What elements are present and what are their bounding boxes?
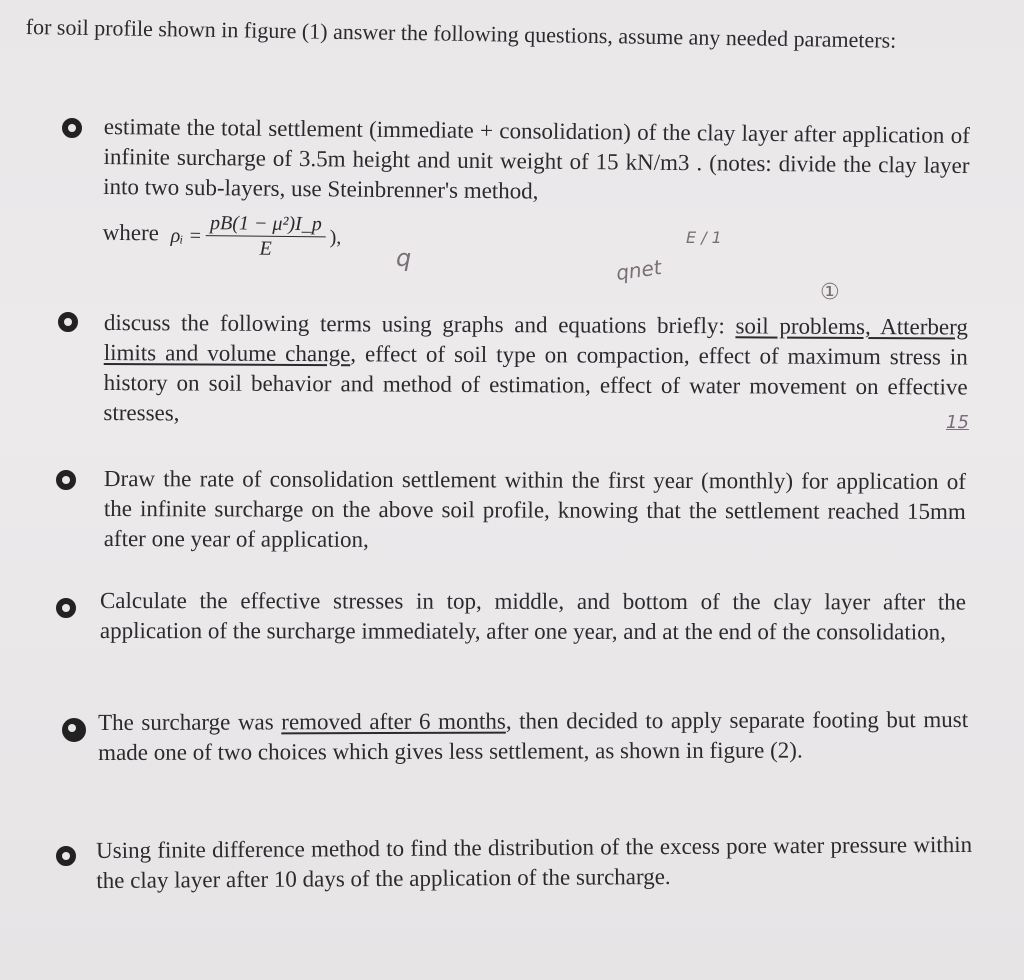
steinbrenner-formula	[170, 211, 341, 262]
question-1-text: estimate the total settlement (immediate + consolidation) of the clay layer after application of infinite surcharge of 3.5m height and unit weight of 15 kN/m3 . (notes: divide the clay layer into two sub-layers, use Steinbrenner's method,	[103, 113, 970, 204]
bullet-4-icon	[56, 598, 76, 618]
formula-lhs: ρᵢ =	[170, 224, 203, 247]
question-2	[103, 308, 968, 433]
question-6	[96, 830, 972, 896]
bullet-6-icon	[56, 846, 76, 866]
bullet-5-icon	[62, 718, 86, 742]
question-6-text: Using finite difference method to find the distribution of the excess pore water pressure within the clay layer after 10 days of the application of the surcharge.	[96, 831, 973, 893]
question-1	[102, 112, 969, 268]
question-5-underlined: removed after 6 months	[281, 708, 506, 735]
question-4	[100, 586, 966, 648]
bullet-2-icon	[58, 312, 78, 332]
handwritten-e-over-1: E / 1	[686, 228, 722, 247]
question-3-text: Draw the rate of consolidation settlement within the first year (monthly) for application of the infinite surcharge on the above soil profile, knowing that the settlement reached 15mm after one year of application,	[103, 466, 966, 552]
question-2-text-c: , effect of soil type on compaction, effect of maximum stress in history on soil behavior and method of estimation, effect of water movement on effective stresses,	[103, 341, 968, 426]
handwritten-circled-one: ①	[820, 280, 840, 305]
question-4-text: Calculate the effective stresses in top, middle, and bottom of the clay layer after the application of the surcharge immediately, after one year, and at the end of the consolidation,	[99, 588, 966, 645]
formula-tail: ),	[329, 225, 342, 248]
question-1-formula-line	[102, 210, 968, 268]
intro-text: for soil profile shown in figure (1) answer the following questions, assume any needed parameters:	[25, 13, 897, 53]
formula-fraction	[206, 211, 326, 261]
formula-numerator: pB(1 − μ²)I_p	[206, 211, 326, 237]
question-2-text-a: discuss the following terms using graphs and equations briefly:	[103, 309, 725, 339]
question-5-text-c: , then decided to apply separate footing but must made one of two choices which gives less settlement, as shown in figure (2).	[98, 706, 969, 765]
question-2-text	[103, 308, 968, 433]
formula-denominator: E	[259, 237, 272, 260]
question-2-underlined: soil problems, Atterberg limits and volume change	[103, 313, 968, 367]
handwritten-q: q	[396, 244, 412, 272]
question-5	[98, 705, 968, 768]
handwritten-qnet: qnet	[614, 254, 663, 286]
where-label: where	[102, 219, 160, 246]
bullet-3-icon	[56, 470, 76, 490]
handwritten-fifteen: 15	[946, 412, 969, 433]
bullet-1-icon	[62, 118, 82, 138]
question-5-text-a: The surcharge was	[98, 709, 274, 735]
question-3	[104, 464, 966, 557]
question-5-text	[98, 705, 968, 768]
